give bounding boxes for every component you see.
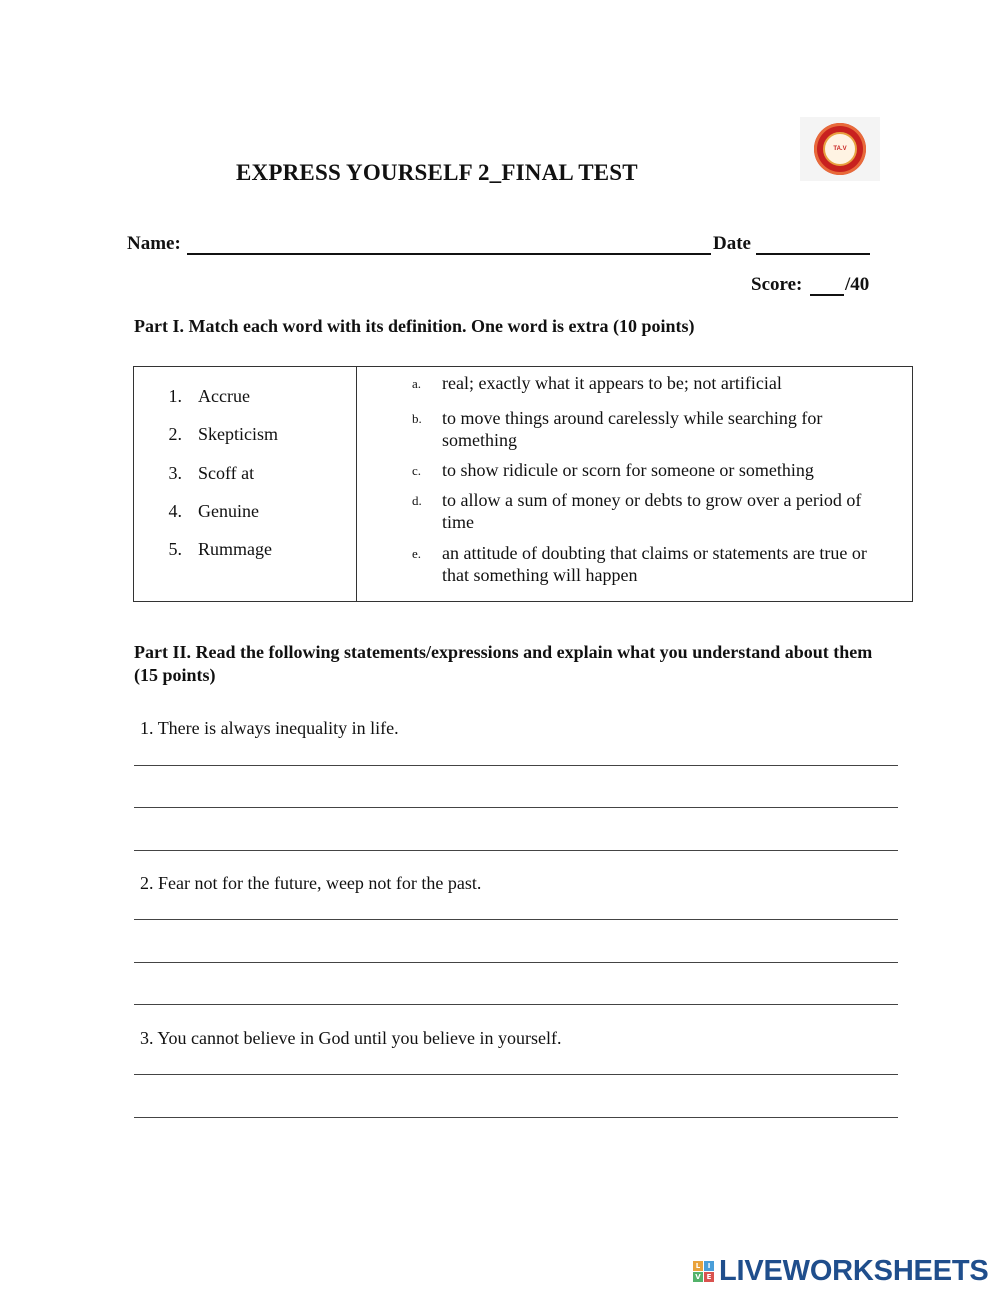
page-title: EXPRESS YOURSELF 2_FINAL TEST: [236, 160, 638, 185]
statement-number: 2.: [140, 873, 154, 893]
score-field[interactable]: [810, 294, 844, 296]
statement-text: You cannot believe in God until you believe in yourself.: [157, 1028, 562, 1048]
logo-text: TA.V: [823, 132, 857, 166]
statement-1: [140, 718, 399, 739]
answer-line[interactable]: [134, 1004, 898, 1005]
school-logo: [800, 117, 880, 181]
definition-letter: b.: [412, 411, 422, 426]
statement-number: 3.: [140, 1028, 154, 1048]
answer-line[interactable]: [134, 919, 898, 920]
word-text: Rummage: [198, 539, 272, 559]
definition-item: [412, 372, 882, 394]
definition-item: [412, 459, 882, 481]
definition-text: an attitude of doubting that claims or statements are true or that something will happen: [442, 543, 867, 585]
score-total: /40: [845, 274, 870, 295]
answer-line[interactable]: [134, 850, 898, 851]
word-number: 5.: [168, 539, 182, 559]
definition-letter: e.: [412, 546, 422, 561]
definition-text: to move things around carelessly while searching for something: [442, 408, 823, 450]
icon-letter: V: [693, 1272, 703, 1282]
icon-letter: I: [704, 1261, 714, 1271]
name-label: Name:: [127, 233, 181, 254]
table-divider: [356, 367, 357, 601]
liveworksheets-icon: [693, 1261, 714, 1282]
word-text: Skepticism: [198, 424, 278, 444]
statement-2: [140, 873, 481, 894]
word-number: 1.: [168, 386, 182, 406]
definition-item: [412, 542, 882, 586]
part1-heading: Part I. Match each word with its definition. One word is extra (10 points): [134, 316, 695, 336]
answer-line[interactable]: [134, 962, 898, 963]
definition-item: [412, 489, 882, 533]
icon-letter: L: [693, 1261, 703, 1271]
answer-line[interactable]: [134, 807, 898, 808]
definition-letter: d.: [412, 493, 422, 508]
liveworksheets-logo[interactable]: [693, 1255, 989, 1288]
word-number: 4.: [168, 501, 182, 521]
definition-letter: a.: [412, 376, 422, 391]
name-field[interactable]: [187, 253, 711, 255]
definition-text: to allow a sum of money or debts to grow over a period of time: [442, 490, 862, 532]
icon-letter: E: [704, 1272, 714, 1282]
logo-ring: [814, 123, 866, 175]
answer-line[interactable]: [134, 1074, 898, 1075]
definition-text: to show ridicule or scorn for someone or something: [442, 460, 814, 480]
word-number: 3.: [168, 463, 182, 483]
definition-text: real; exactly what it appears to be; not artificial: [442, 373, 782, 393]
word-number: 2.: [168, 424, 182, 444]
statement-3: [140, 1028, 561, 1049]
definition-item: [412, 407, 882, 451]
matching-table: [133, 366, 913, 602]
date-field[interactable]: [756, 253, 870, 255]
word-text: Genuine: [198, 501, 259, 521]
answer-line[interactable]: [134, 1117, 898, 1118]
definition-letter: c.: [412, 463, 422, 478]
score-label: Score:: [751, 274, 803, 295]
statement-text: There is always inequality in life.: [157, 718, 399, 738]
part2-heading: Part II. Read the following statements/expressions and explain what you understand about them (15 points): [134, 642, 873, 685]
date-label: Date: [713, 233, 751, 254]
word-text: Accrue: [198, 386, 250, 406]
brand-name: LIVEWORKSHEETS: [719, 1255, 989, 1287]
word-text: Scoff at: [198, 463, 255, 483]
statement-number: 1.: [140, 718, 154, 738]
answer-line[interactable]: [134, 765, 898, 766]
statement-text: Fear not for the future, weep not for the past.: [158, 873, 482, 893]
